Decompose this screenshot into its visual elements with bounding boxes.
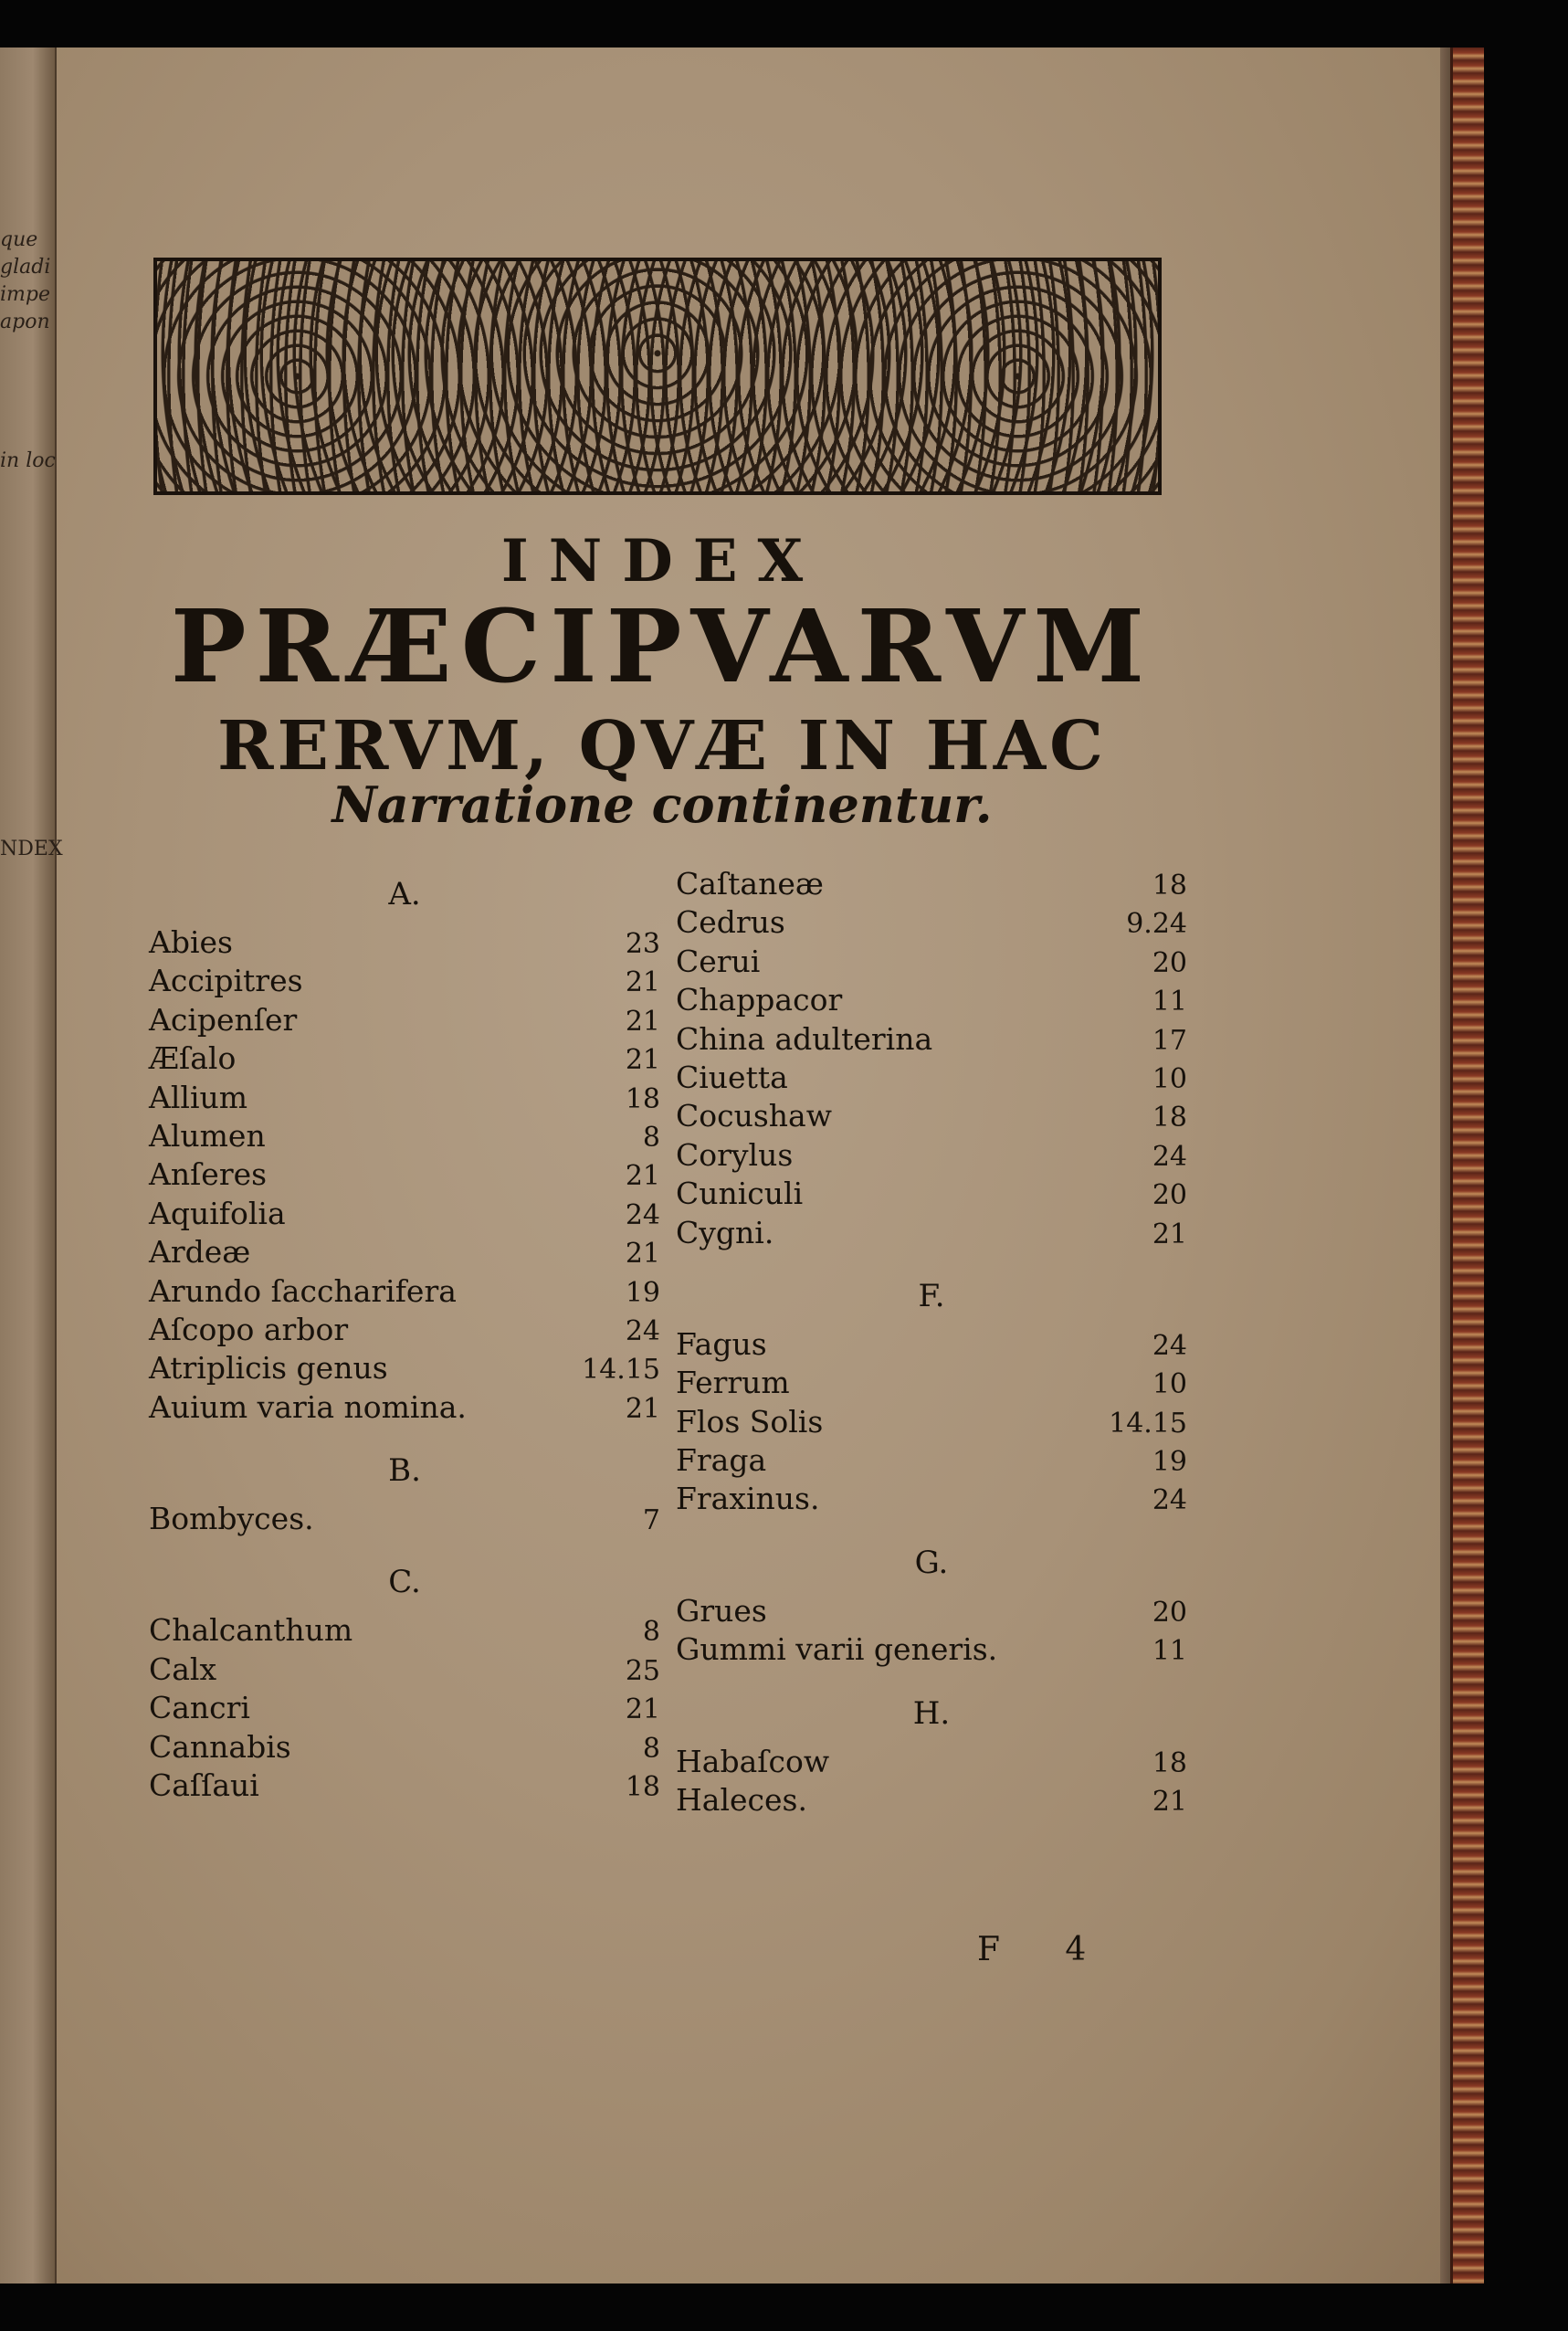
entry-page: 8 [642, 1616, 660, 1649]
facing-page-fragment: que [0, 228, 38, 251]
entry-page: 21 [625, 1160, 660, 1193]
entry-name: Flos Solis [676, 1403, 824, 1440]
entry-name: Grues [676, 1592, 767, 1629]
entry-page: 21 [625, 966, 660, 999]
entry-page: 8 [642, 1121, 660, 1154]
index-entry [149, 1079, 660, 1117]
index-entry [149, 1311, 660, 1349]
index-entry [676, 943, 1187, 981]
index-entry [676, 1175, 1187, 1213]
index-entry [149, 1651, 660, 1689]
entry-name: Caſſaui [149, 1767, 259, 1804]
woodcut-headpiece [153, 258, 1162, 495]
index-entry [676, 1214, 1187, 1252]
entry-page: 11 [1152, 986, 1187, 1018]
entry-page: 14.15 [582, 1354, 660, 1387]
entry-name: Alumen [149, 1117, 266, 1154]
section-letter: G. [914, 1544, 949, 1581]
index-entry [149, 1349, 660, 1387]
entry-name: Accipitres [149, 963, 303, 999]
entry-page: 19 [625, 1276, 660, 1309]
index-entry [676, 1743, 1187, 1781]
entry-page: 18 [1152, 870, 1187, 902]
entry-page: 18 [625, 1771, 660, 1804]
entry-page: 18 [1152, 1102, 1187, 1134]
entry-name: Cannabis [149, 1728, 291, 1765]
section-letter: B. [388, 1452, 421, 1490]
signature-mark: F 4 [977, 1931, 1114, 1968]
entry-name: Fagus [676, 1325, 767, 1362]
index-entry [676, 1364, 1187, 1402]
entry-name: Cerui [676, 943, 761, 979]
entry-page: 21 [625, 1044, 660, 1077]
entry-page: 25 [625, 1654, 660, 1687]
book-page [0, 47, 1484, 2284]
section-letter: F. [918, 1277, 945, 1314]
index-entry [149, 1155, 660, 1194]
index-entry [676, 1403, 1187, 1441]
index-column-left [149, 865, 660, 1819]
index-entry [149, 1728, 660, 1767]
entry-page: 11 [1152, 1635, 1187, 1668]
index-entry [676, 1592, 1187, 1630]
entry-name: Ferrum [676, 1365, 790, 1401]
section-letter: A. [388, 876, 421, 912]
entry-name: Chalcanthum [149, 1612, 353, 1649]
entry-name: Abies [149, 924, 233, 960]
entry-page: 19 [1152, 1446, 1187, 1479]
index-entry [149, 923, 660, 962]
facing-page-fragment: gladi [0, 256, 51, 279]
section-letter: H. [912, 1694, 951, 1732]
index-entry [149, 1767, 660, 1805]
entry-name: Fraga [676, 1442, 767, 1479]
entry-page: 20 [1152, 1596, 1187, 1629]
facing-page-fragment: NDEX [0, 838, 63, 860]
index-entry [149, 1233, 660, 1271]
facing-page-fragment: apon [0, 311, 50, 333]
entry-page: 23 [625, 928, 660, 960]
entry-page: 24 [1152, 1140, 1187, 1173]
index-entry [149, 1500, 660, 1538]
index-entry [149, 1272, 660, 1311]
index-column-right [676, 865, 1187, 1834]
title-narratione: Narratione continentur. [331, 775, 993, 834]
entry-name: Calx [149, 1651, 217, 1687]
entry-name: Allium [149, 1079, 248, 1115]
index-entry [149, 962, 660, 1000]
index-entry [676, 903, 1187, 942]
index-section [676, 1534, 1187, 1684]
entry-page: 24 [625, 1314, 660, 1347]
index-entry [676, 1480, 1187, 1518]
entry-name: Aquifolia [149, 1195, 286, 1231]
index-section [676, 1267, 1187, 1534]
index-section [149, 1553, 660, 1819]
entry-name: Chappacor [676, 982, 843, 1018]
facing-page-edge [0, 47, 63, 2284]
index-entry [676, 1136, 1187, 1175]
entry-name: Cedrus [676, 904, 785, 941]
index-entry [149, 1117, 660, 1155]
entry-name: Cancri [149, 1690, 250, 1726]
entry-name: Ardeæ [149, 1234, 251, 1271]
entry-page: 18 [1152, 1746, 1187, 1779]
entry-name: Anſeres [149, 1156, 268, 1193]
index-entry [676, 1325, 1187, 1364]
index-entry [149, 1195, 660, 1233]
entry-name: Caſtaneæ [676, 866, 824, 902]
book-binding [1450, 47, 1484, 2284]
entry-page: 21 [625, 1693, 660, 1726]
index-section [149, 1441, 660, 1553]
entry-name: Cocushaw [676, 1098, 832, 1134]
facing-page-fragment: impe [0, 283, 50, 306]
entry-page: 14.15 [1109, 1407, 1187, 1440]
entry-page: 21 [625, 1005, 660, 1038]
entry-page: 20 [1152, 946, 1187, 979]
entry-name: Auium varia nomina. [149, 1388, 467, 1425]
entry-name: Aſcopo arbor [149, 1311, 349, 1347]
index-section [676, 1684, 1187, 1835]
entry-page: 24 [1152, 1484, 1187, 1517]
index-entry [676, 1441, 1187, 1480]
title-praecipuarum: PRÆCIPVARVM [170, 587, 1154, 705]
index-entry [676, 865, 1187, 903]
index-entry [676, 1781, 1187, 1819]
entry-name: Gummi varii generis. [676, 1631, 998, 1668]
index-entry [149, 1689, 660, 1727]
entry-page: 21 [1152, 1786, 1187, 1819]
index-section [149, 865, 660, 1441]
title-rerum: RERVM, QVÆ IN HAC [216, 707, 1108, 786]
entry-page: 8 [642, 1732, 660, 1765]
index-entry [149, 1388, 660, 1427]
index-entry [676, 1059, 1187, 1097]
index-section [676, 865, 1187, 1267]
entry-page: 10 [1152, 1062, 1187, 1095]
entry-page: 21 [625, 1238, 660, 1271]
entry-name: Haleces. [676, 1782, 807, 1819]
entry-page: 24 [1152, 1329, 1187, 1362]
entry-name: Cuniculi [676, 1176, 804, 1212]
entry-name: Arundo ſaccharifera [149, 1272, 457, 1309]
entry-name: Habaſcow [676, 1743, 830, 1779]
index-entry [149, 1611, 660, 1650]
entry-page: 20 [1152, 1179, 1187, 1212]
entry-page: 7 [642, 1504, 660, 1537]
entry-name: Fraxinus. [676, 1481, 820, 1517]
entry-name: Corylus [676, 1136, 794, 1173]
entry-page: 21 [1152, 1218, 1187, 1250]
title-index: INDEX [500, 527, 824, 596]
entry-page: 24 [625, 1198, 660, 1231]
entry-page: 9.24 [1126, 908, 1187, 941]
entry-page: 21 [625, 1392, 660, 1425]
entry-name: Acipenſer [149, 1001, 298, 1038]
index-entry [676, 1020, 1187, 1059]
index-entry [149, 1039, 660, 1078]
entry-page: 18 [625, 1082, 660, 1115]
entry-name: Æſalo [149, 1040, 237, 1077]
facing-page-fragment: in loc [0, 449, 56, 472]
entry-name: Cygni. [676, 1214, 774, 1250]
entry-name: Ciuetta [676, 1059, 788, 1095]
entry-page: 10 [1152, 1368, 1187, 1401]
entry-page: 17 [1152, 1024, 1187, 1057]
entry-name: Bombyces. [149, 1501, 314, 1537]
index-entry [676, 1630, 1187, 1669]
index-entry [676, 1097, 1187, 1135]
index-entry [149, 1001, 660, 1039]
index-entry [676, 981, 1187, 1019]
entry-name: Atriplicis genus [149, 1350, 388, 1387]
section-letter: C. [388, 1564, 421, 1601]
entry-name: China adulterina [676, 1020, 933, 1057]
